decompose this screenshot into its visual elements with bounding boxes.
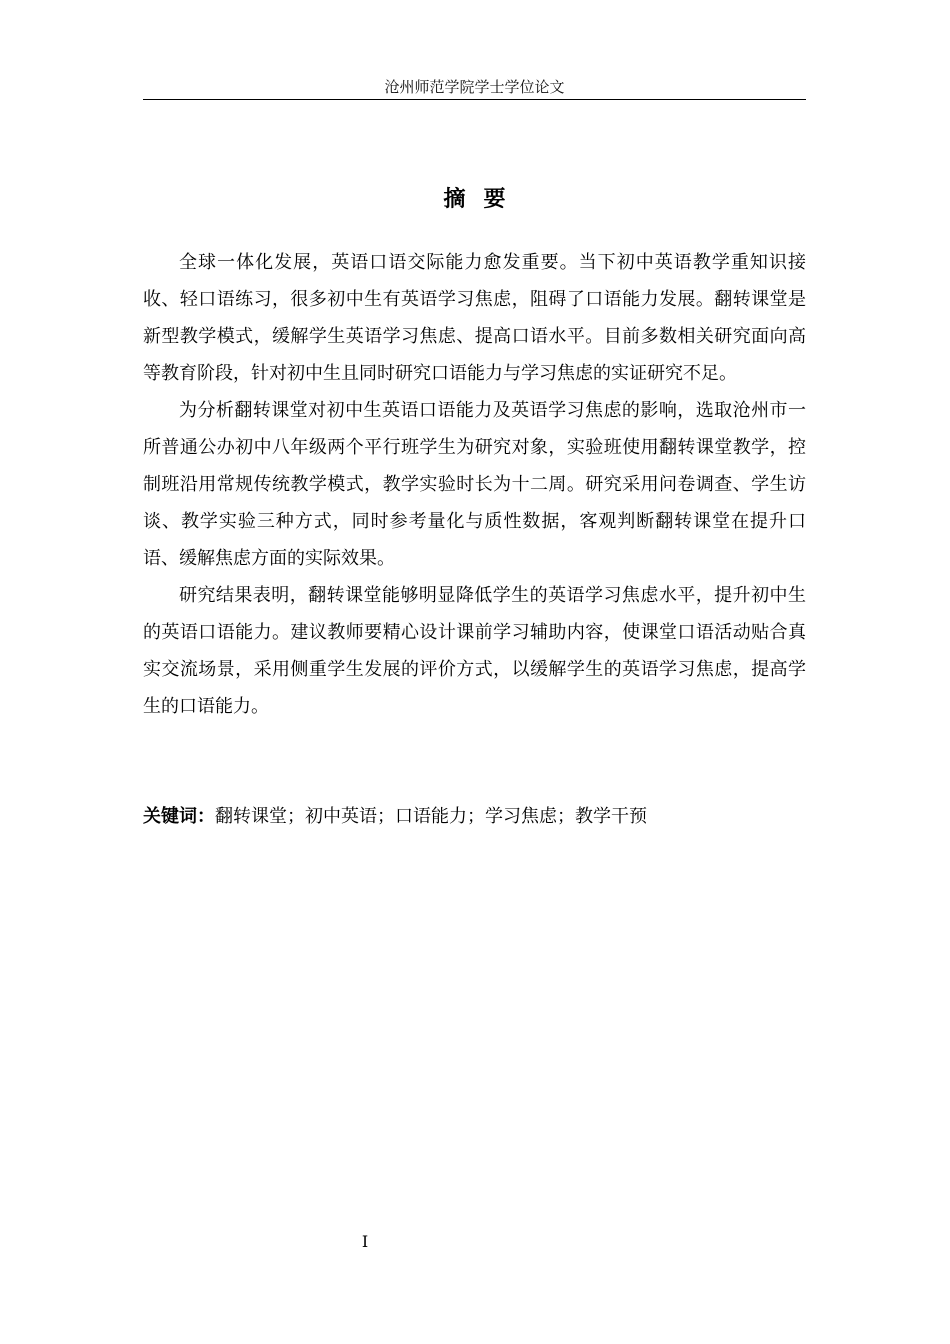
page-header: 沧州师范学院学士学位论文 [384, 78, 565, 96]
keywords-label: 关键词： [143, 806, 215, 827]
page-number: I [361, 1232, 369, 1251]
header-rule [143, 99, 806, 100]
keywords-text: 翻转课堂；初中英语；口语能力；学习焦虑；教学干预 [215, 806, 647, 827]
keywords-line [143, 800, 806, 834]
abstract-paragraph-2: 为分析翻转课堂对初中生英语口语能力及英语学习焦虑的影响，选取沧州市一所普通公办初中八年级两个平行班学生为研究对象，实验班使用翻转课堂教学，控制班沿用常规传统教学模式，教学实验时长为十二周。研究采用问卷调查、学生访谈、教学实验三种方式，同时参考量化与质性数据，客观判断翻转课堂在提升口语、缓解焦虑方面的实际效果。 [143, 400, 806, 569]
abstract-paragraph-1: 全球一体化发展，英语口语交际能力愈发重要。当下初中英语教学重知识接收、轻口语练习，很多初中生有英语学习焦虑，阻碍了口语能力发展。翻转课堂是新型教学模式，缓解学生英语学习焦虑、提高口语水平。目前多数相关研究面向高等教育阶段，针对初中生且同时研究口语能力与学习焦虑的实证研究不足。 [143, 252, 806, 384]
abstract-title [143, 182, 806, 218]
abstract-body [143, 244, 806, 725]
abstract-paragraph-3: 研究结果表明，翻转课堂能够明显降低学生的英语学习焦虑水平，提升初中生的英语口语能力。建议教师要精心设计课前学习辅助内容，使课堂口语活动贴合真实交流场景，采用侧重学生发展的评价方式，以缓解学生的英语学习焦虑，提高学生的口语能力。 [143, 585, 806, 717]
abstract-title-text: 摘要 [443, 187, 524, 212]
